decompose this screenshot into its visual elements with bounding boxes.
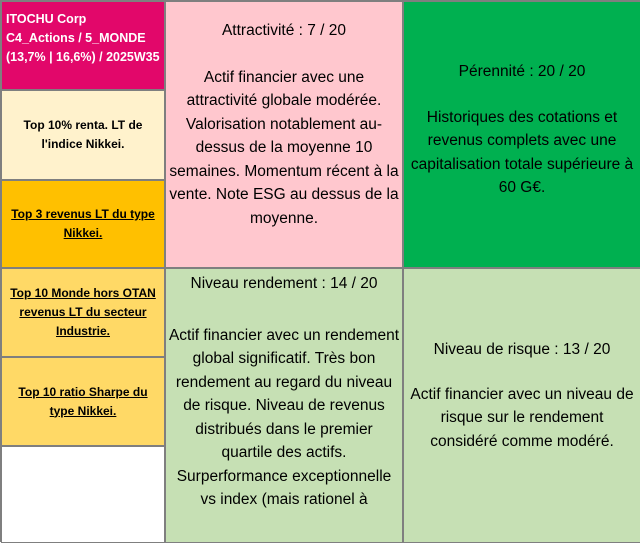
company-name: ITOCHU Corp xyxy=(6,12,87,26)
top-badge-1 xyxy=(1,90,165,180)
risque-title: Niveau de risque : 13 / 20 xyxy=(433,341,611,358)
perennite-title: Pérennité : 20 / 20 xyxy=(458,63,586,80)
attractivite-cell xyxy=(165,1,403,268)
perennite-cell xyxy=(403,1,640,268)
rendement-cell xyxy=(165,268,403,543)
top-badge-2-label: Top 3 revenus LT du type Nikkei. xyxy=(11,207,155,240)
top-badge-4-label: Top 10 ratio Sharpe du type Nikkei. xyxy=(18,384,148,418)
top-badge-2 xyxy=(1,180,165,268)
top-badge-3-label: Top 10 Monde hors OTAN revenus LT du secteur Industrie. xyxy=(10,286,156,338)
risque-body: Actif financier avec un niveau de risque sur le rendement considéré comme modéré. xyxy=(410,385,634,450)
top-badge-4 xyxy=(1,357,165,446)
portfolio-name: C4_Actions / 5_MONDE xyxy=(6,31,146,45)
top-badge-1-label: Top 10% renta. LT de l'indice Nikkei. xyxy=(23,118,143,151)
portfolio-stats: (13,7% | 16,6%) / 2025W35 xyxy=(6,50,160,64)
rendement-body: Actif financier avec un rendement global significatif. Très bon rendement au regard du niveau de risque. Niveau de revenus distribués dans le premier quartile des actifs. Surperformance exceptionnelle vs index (mais rationel à xyxy=(168,326,400,508)
top-badge-3 xyxy=(1,268,165,357)
empty-cell xyxy=(1,446,165,543)
rendement-title: Niveau rendement : 14 / 20 xyxy=(190,275,378,292)
risque-cell xyxy=(403,268,640,543)
attractivite-title: Attractivité : 7 / 20 xyxy=(221,22,347,39)
header-cell xyxy=(1,1,165,90)
perennite-body: Historiques des cotations et revenus complets avec une capitalisation totale supérieure à 60 G€. xyxy=(410,108,634,196)
attractivite-body: Actif financier avec une attractivité globale modérée. Valorisation notablement au-dessus de la moyenne 10 semaines. Momentum récent à la vente. Note ESG au dessus de la moyenne. xyxy=(169,68,399,227)
